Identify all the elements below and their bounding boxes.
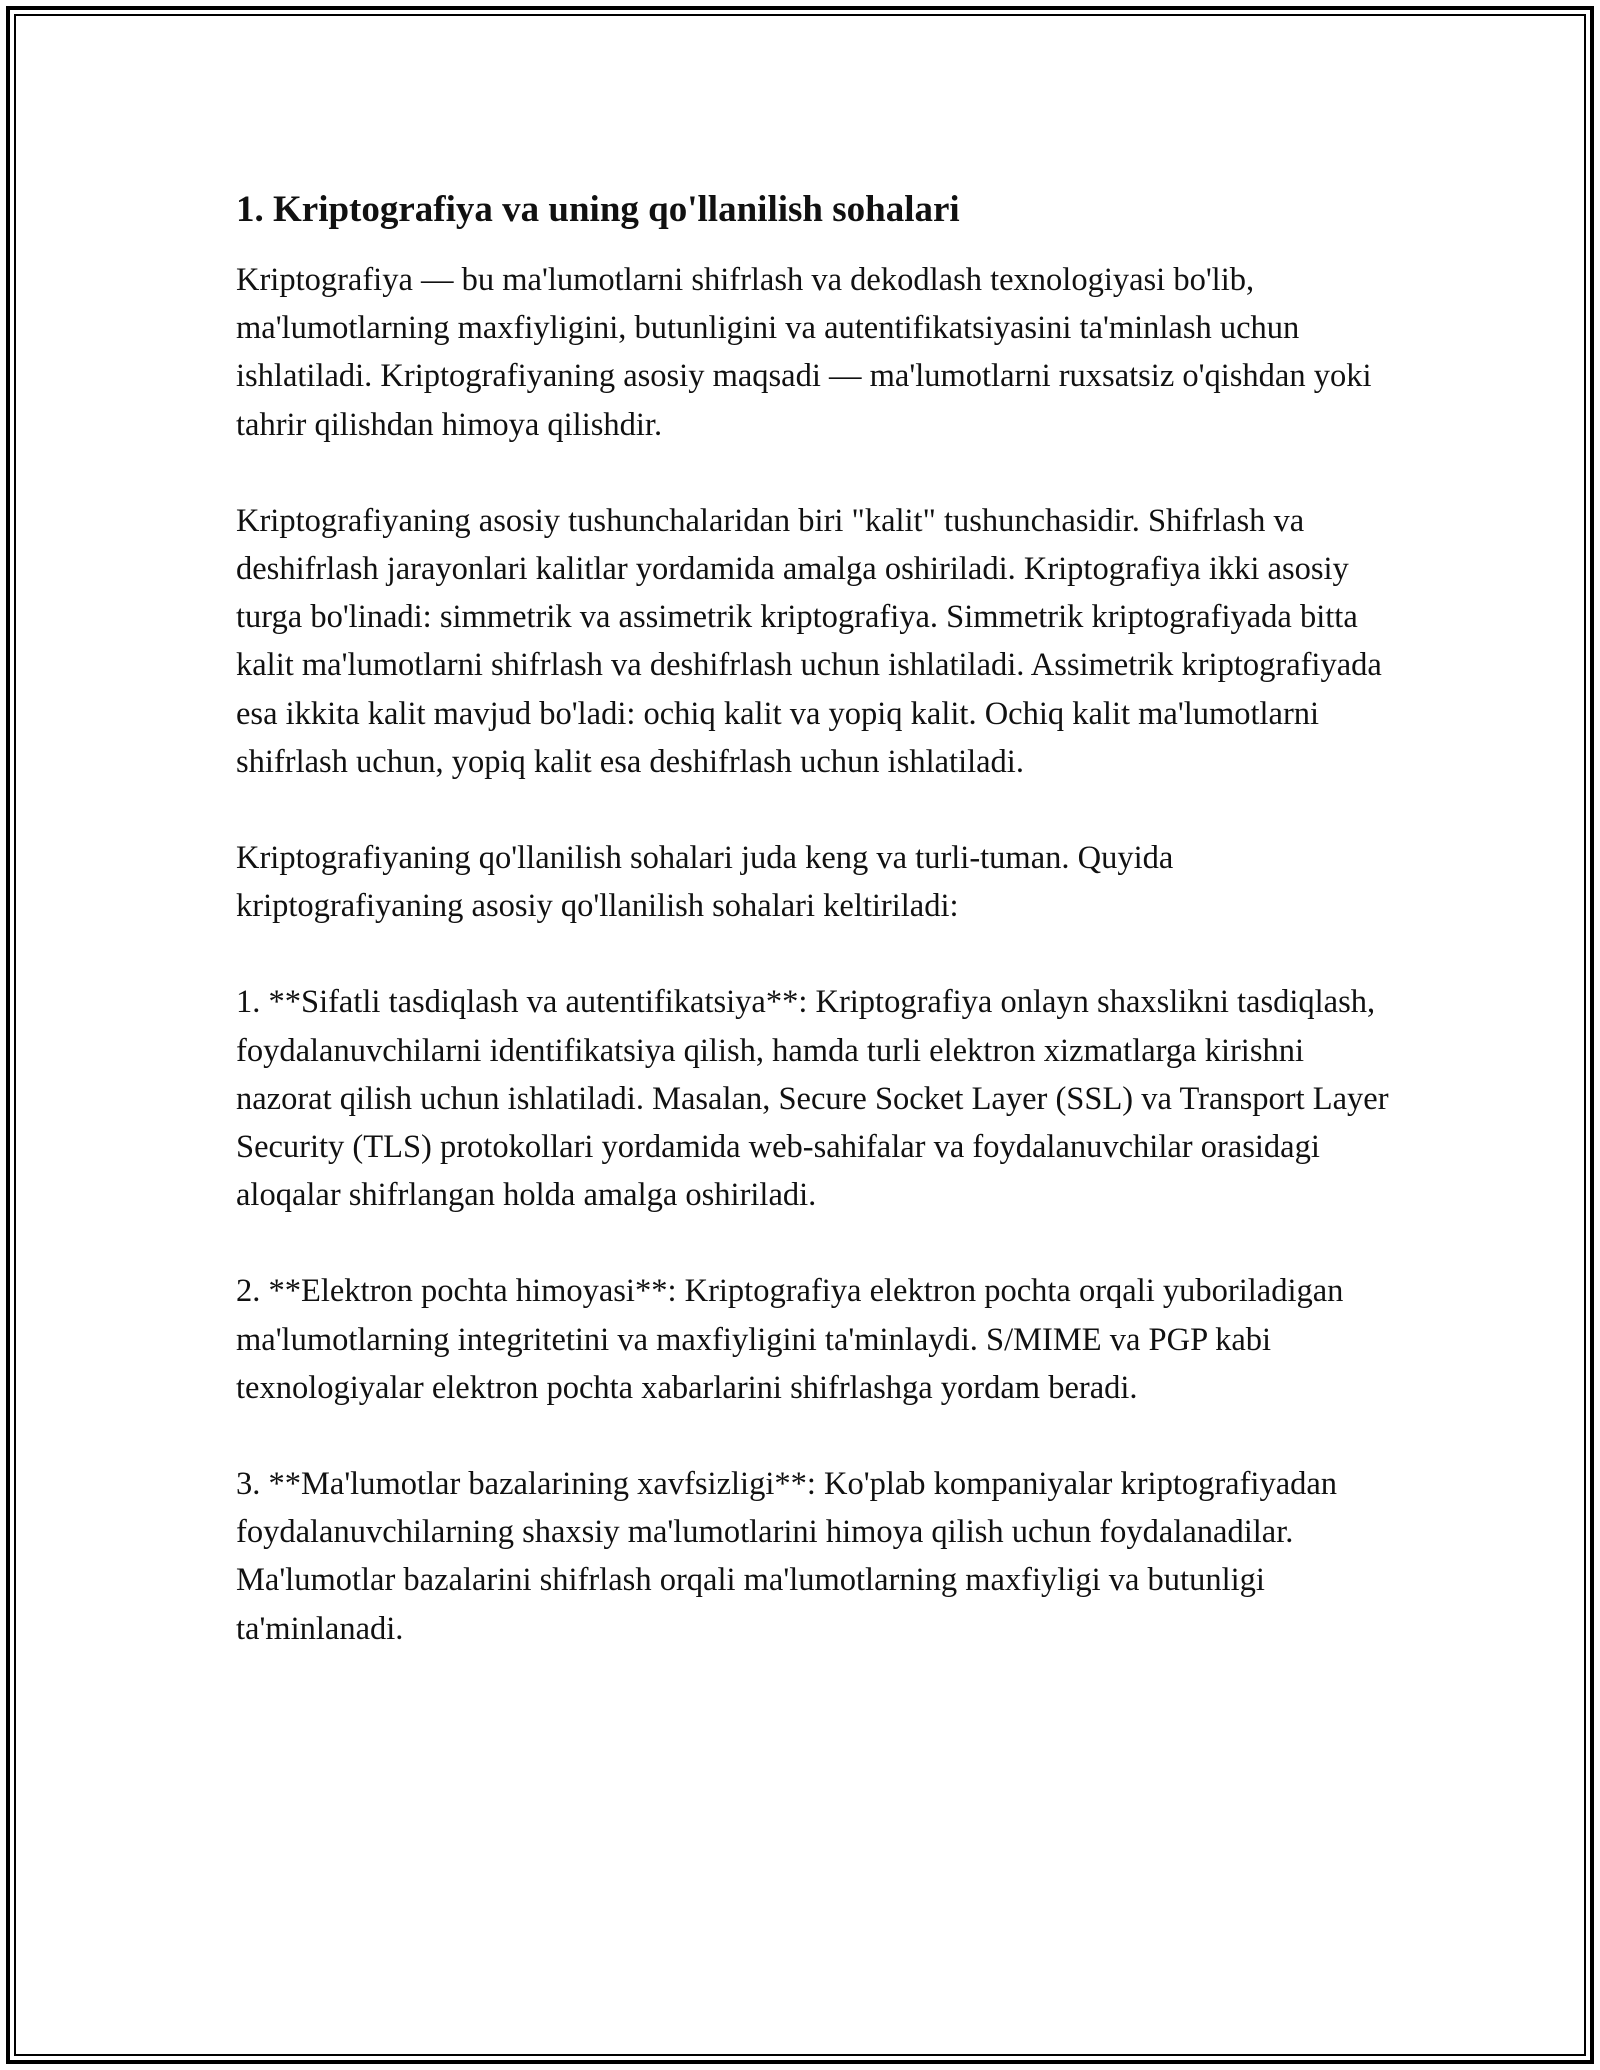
- section-heading: 1. Kriptografiya va uning qo'llanilish sohalari: [236, 189, 960, 230]
- paragraph-item-authentication: 1. **Sifatli tasdiqlash va autentifikatsiya**: Kriptografiya onlayn shaxslikni tasdiqlash, foydalanuvchilarni identifikatsiya qilish, hamda turli elektron xizmatlarga kirishni nazorat qilish uchun ishlatiladi. Masalan, Secure Socket Layer (SSL) va Transport Layer Security (TLS) protokollari yordamida web-sahifalar va foydalanuvchilar orasidagi aloqalar shifrlangan holda amalga oshiriladi.: [236, 984, 1389, 1214]
- paragraph-key-concept: Kriptografiyaning asosiy tushunchalaridan biri "kalit" tushunchasidir. Shifrlash va deshifrlash jarayonlari kalitlar yordamida amalga oshiriladi. Kriptografiya ikki asosiy turga bo'linadi: simmetrik va assimetrik kriptografiya. Simmetrik kriptografiyada bitta kalit ma'lumotlarni shifrlash va deshifrlash uchun ishlatiladi. Assimetrik kriptografiyada esa ikkita kalit mavjud bo'ladi: ochiq kalit va yopiq kalit. Ochiq kalit ma'lumotlarni shifrlash uchun, yopiq kalit esa deshifrlash uchun ishlatiladi.: [236, 502, 1382, 780]
- paragraph-item-databases: 3. **Ma'lumotlar bazalarining xavfsizligi**: Ko'plab kompaniyalar kriptografiyadan foydalanuvchilarning shaxsiy ma'lumotlarini himoya qilish uchun foydalanadilar. Ma'lumotlar bazalarini shifrlash orqali ma'lumotlarning maxfiyligi va butunligi ta'minlanadi.: [236, 1466, 1338, 1647]
- paragraph-definition: Kriptografiya — bu ma'lumotlarni shifrlash va dekodlash texnologiyasi bo'lib, ma'lumotlarning maxfiyligini, butunligini va autentifikatsiyasini ta'minlash uchun ishlatiladi. Kriptografiyaning asosiy maqsadi — ma'lumotlarni ruxsatsiz o'qishdan yoki tahrir qilishdan himoya qilishdir.: [236, 262, 1372, 443]
- document-body: [236, 186, 1396, 1653]
- paragraph-item-email: 2. **Elektron pochta himoyasi**: Kriptografiya elektron pochta orqali yuboriladigan ma'lumotlarning integritetini va maxfiyligini ta'minlaydi. S/MIME va PGP kabi texnologiyalar elektron pochta xabarlarini shifrlashga yordam beradi.: [236, 1273, 1344, 1406]
- paragraph-applications-intro: Kriptografiyaning qo'llanilish sohalari juda keng va turli-tuman. Quyida kriptografiyaning asosiy qo'llanilish sohalari keltiriladi:: [236, 840, 1174, 925]
